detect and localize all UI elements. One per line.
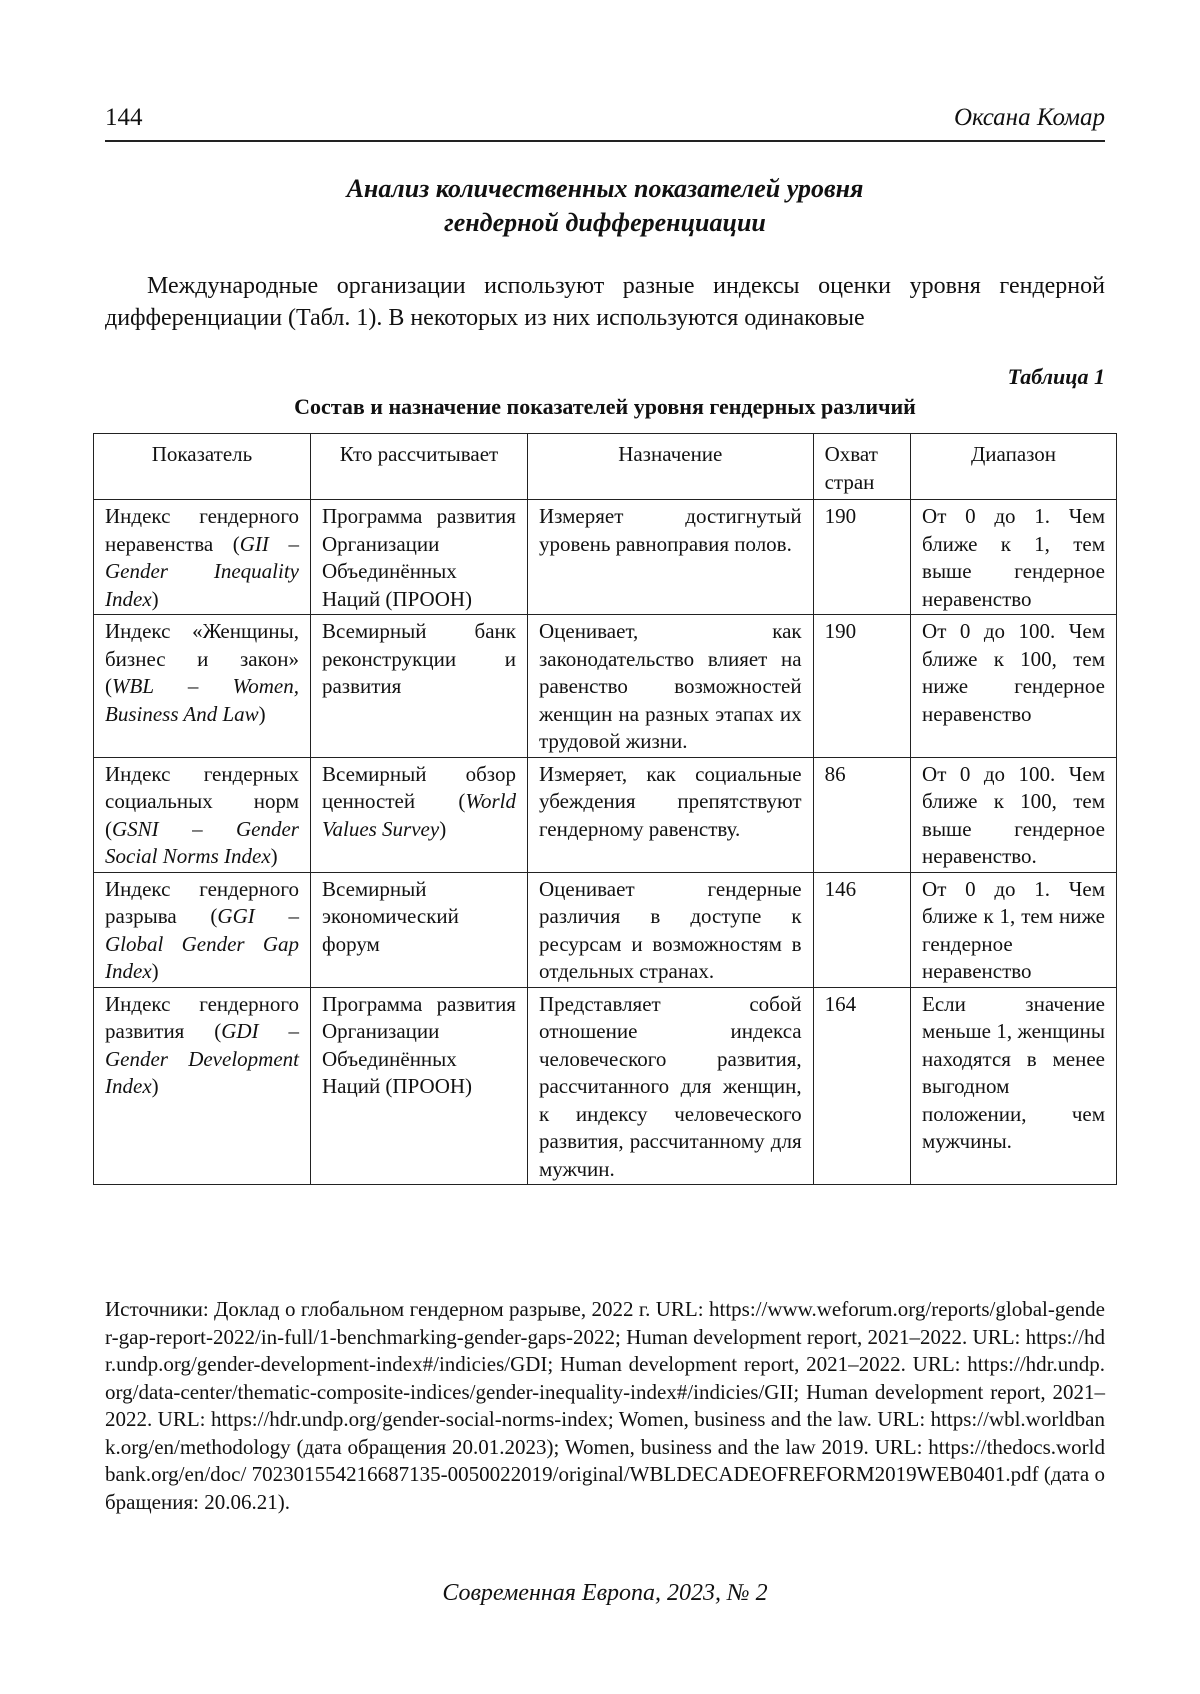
purpose-cell: Измеряет достигнутый уровень равноправия полов.	[527, 500, 813, 615]
page-number: 144	[105, 104, 143, 131]
column-header: Охват стран	[813, 434, 910, 500]
column-header: Кто рассчитывает	[310, 434, 527, 500]
who-name: Программа развития Организации Объединённых Наций (ПРООН)	[321, 991, 516, 1098]
column-header: Показатель	[94, 434, 311, 500]
table-label: Таблица 1	[1007, 364, 1105, 389]
range-cell: От 0 до 1. Чем ближе к 1, тем выше гендерное неравенство	[911, 500, 1117, 615]
purpose-cell: Оценивает, как законодательство влияет на равенство возможностей женщин на разных этапах их трудовой жизни.	[527, 615, 813, 758]
indicator-close: )	[151, 1074, 159, 1098]
who-name: Всемирный банк реконструкции и развития	[321, 619, 516, 698]
who-name: Всемирный обзор ценностей (	[321, 761, 516, 813]
indicator-name: Индекс гендерного развития (	[105, 991, 299, 1043]
indicator-close: )	[270, 844, 278, 868]
indicator-abbreviation: GSNI – Gender Social Norms Index	[105, 816, 299, 868]
purpose-cell: Оценивает гендерные различия в доступе к ресурсам и возможностям в отдельных странах.	[527, 872, 813, 987]
indicator-close: )	[258, 701, 266, 726]
indicator-cell	[94, 500, 311, 615]
intro-paragraph: Международные организации используют разные индексы оценки уровня гендерной дифференциации (Табл. 1). В некоторых из них используются одинаковые	[105, 273, 1105, 331]
indicator-cell	[94, 987, 311, 1185]
who-name: Программа развития Организации Объединённых Наций (ПРООН)	[321, 504, 516, 611]
who-cell	[310, 757, 527, 872]
coverage-cell: 164	[813, 987, 910, 1185]
coverage-cell: 190	[813, 500, 910, 615]
purpose-cell: Представляет собой отношение индекса человеческого развития, рассчитанного для женщин, к индексу человеческого развития, рассчитанному для мужчин.	[527, 987, 813, 1185]
table-row	[94, 757, 1117, 872]
who-italic: World Values Survey	[321, 789, 516, 841]
who-cell	[310, 872, 527, 987]
indicator-abbreviation: GGI – Global Gender Gap Index	[105, 904, 299, 983]
indicator-name: Индекс гендерных социальных норм (	[105, 761, 299, 841]
table-row	[94, 500, 1117, 615]
journal-footer: Современная Европа, 2023, № 2	[442, 1580, 768, 1606]
column-header: Назначение	[527, 434, 813, 500]
section-title	[105, 172, 1105, 240]
section-title-line: Анализ количественных показателей уровня	[346, 174, 864, 203]
table-header-row	[94, 434, 1117, 500]
column-header: Диапазон	[911, 434, 1117, 500]
running-author: Оксана Комар	[953, 104, 1105, 131]
indicator-cell	[94, 757, 311, 872]
table-row	[94, 872, 1117, 987]
section-title-line: гендерной дифференциации	[444, 208, 766, 237]
indicator-name: Индекс «Женщины, бизнес и закон» (	[105, 619, 299, 698]
indicator-cell	[94, 872, 311, 987]
indicator-name: Индекс гендерного неравенства (	[105, 504, 299, 556]
range-cell: От 0 до 100. Чем ближе к 100, тем выше гендерное неравенство.	[911, 757, 1117, 872]
sources-note: Источники: Доклад о глобальном гендерном разрыве, 2022 г. URL: https://www.weforum.org/reports/global-gender-gap-report-2022/in-full/1-benchmarking-gender-gaps-2022; Human development report, 2021–2022. URL: https://hdr.undp.org/gender-development-index#/indicies/GDI; Human development report, 2021–2022. URL: https://hdr.undp.org/data-center/thematic-composite-indices/gender-inequality-index#/indicies/GII; Human development report, 2021–2022. URL: https://hdr.undp.org/gender-social-norms-index; Women, business and the law. URL: https://wbl.worldbank.org/en/methodology (дата обращения 20.01.2023); Women, business and the law 2019. URL: https://thedocs.worldbank.org/en/doc/ 702301554216687135-0050022019/original/WBLDECADEOFREFORM2019WEB0401.pdf (дата обращения: 20.06.21).	[105, 1297, 1105, 1514]
indicator-abbreviation: GII – Gender Inequality Index	[105, 531, 299, 611]
coverage-cell: 86	[813, 757, 910, 872]
coverage-cell: 190	[813, 615, 910, 758]
range-cell: От 0 до 100. Чем ближе к 100, тем ниже гендерное неравенство	[911, 615, 1117, 758]
table-row	[94, 615, 1117, 758]
indicator-name: Индекс гендерного разрыва (	[105, 876, 299, 928]
indicator-cell	[94, 615, 311, 758]
who-cell	[310, 987, 527, 1185]
range-cell: От 0 до 1. Чем ближе к 1, тем ниже гендерное неравенство	[911, 872, 1117, 987]
who-cell	[310, 500, 527, 615]
running-header	[105, 104, 1105, 142]
indicator-abbreviation: GDI – Gender Development Index	[105, 1019, 299, 1098]
who-close: )	[439, 816, 447, 841]
who-cell	[310, 615, 527, 758]
indicator-close: )	[151, 586, 159, 611]
who-name: Всемирный экономический форум	[321, 876, 459, 956]
indicator-close: )	[151, 959, 159, 983]
table-row	[94, 987, 1117, 1185]
indicators-table	[93, 433, 1117, 1185]
indicator-abbreviation: WBL – Women, Business And Law	[105, 674, 299, 726]
table-caption: Состав и назначение показателей уровня гендерных различий	[294, 394, 916, 419]
range-cell: Если значение меньше 1, женщины находятся в менее выгодном положении, чем мужчины.	[911, 987, 1117, 1185]
purpose-cell: Измеряет, как социальные убеждения препятствуют гендерному равенству.	[527, 757, 813, 872]
coverage-cell: 146	[813, 872, 910, 987]
